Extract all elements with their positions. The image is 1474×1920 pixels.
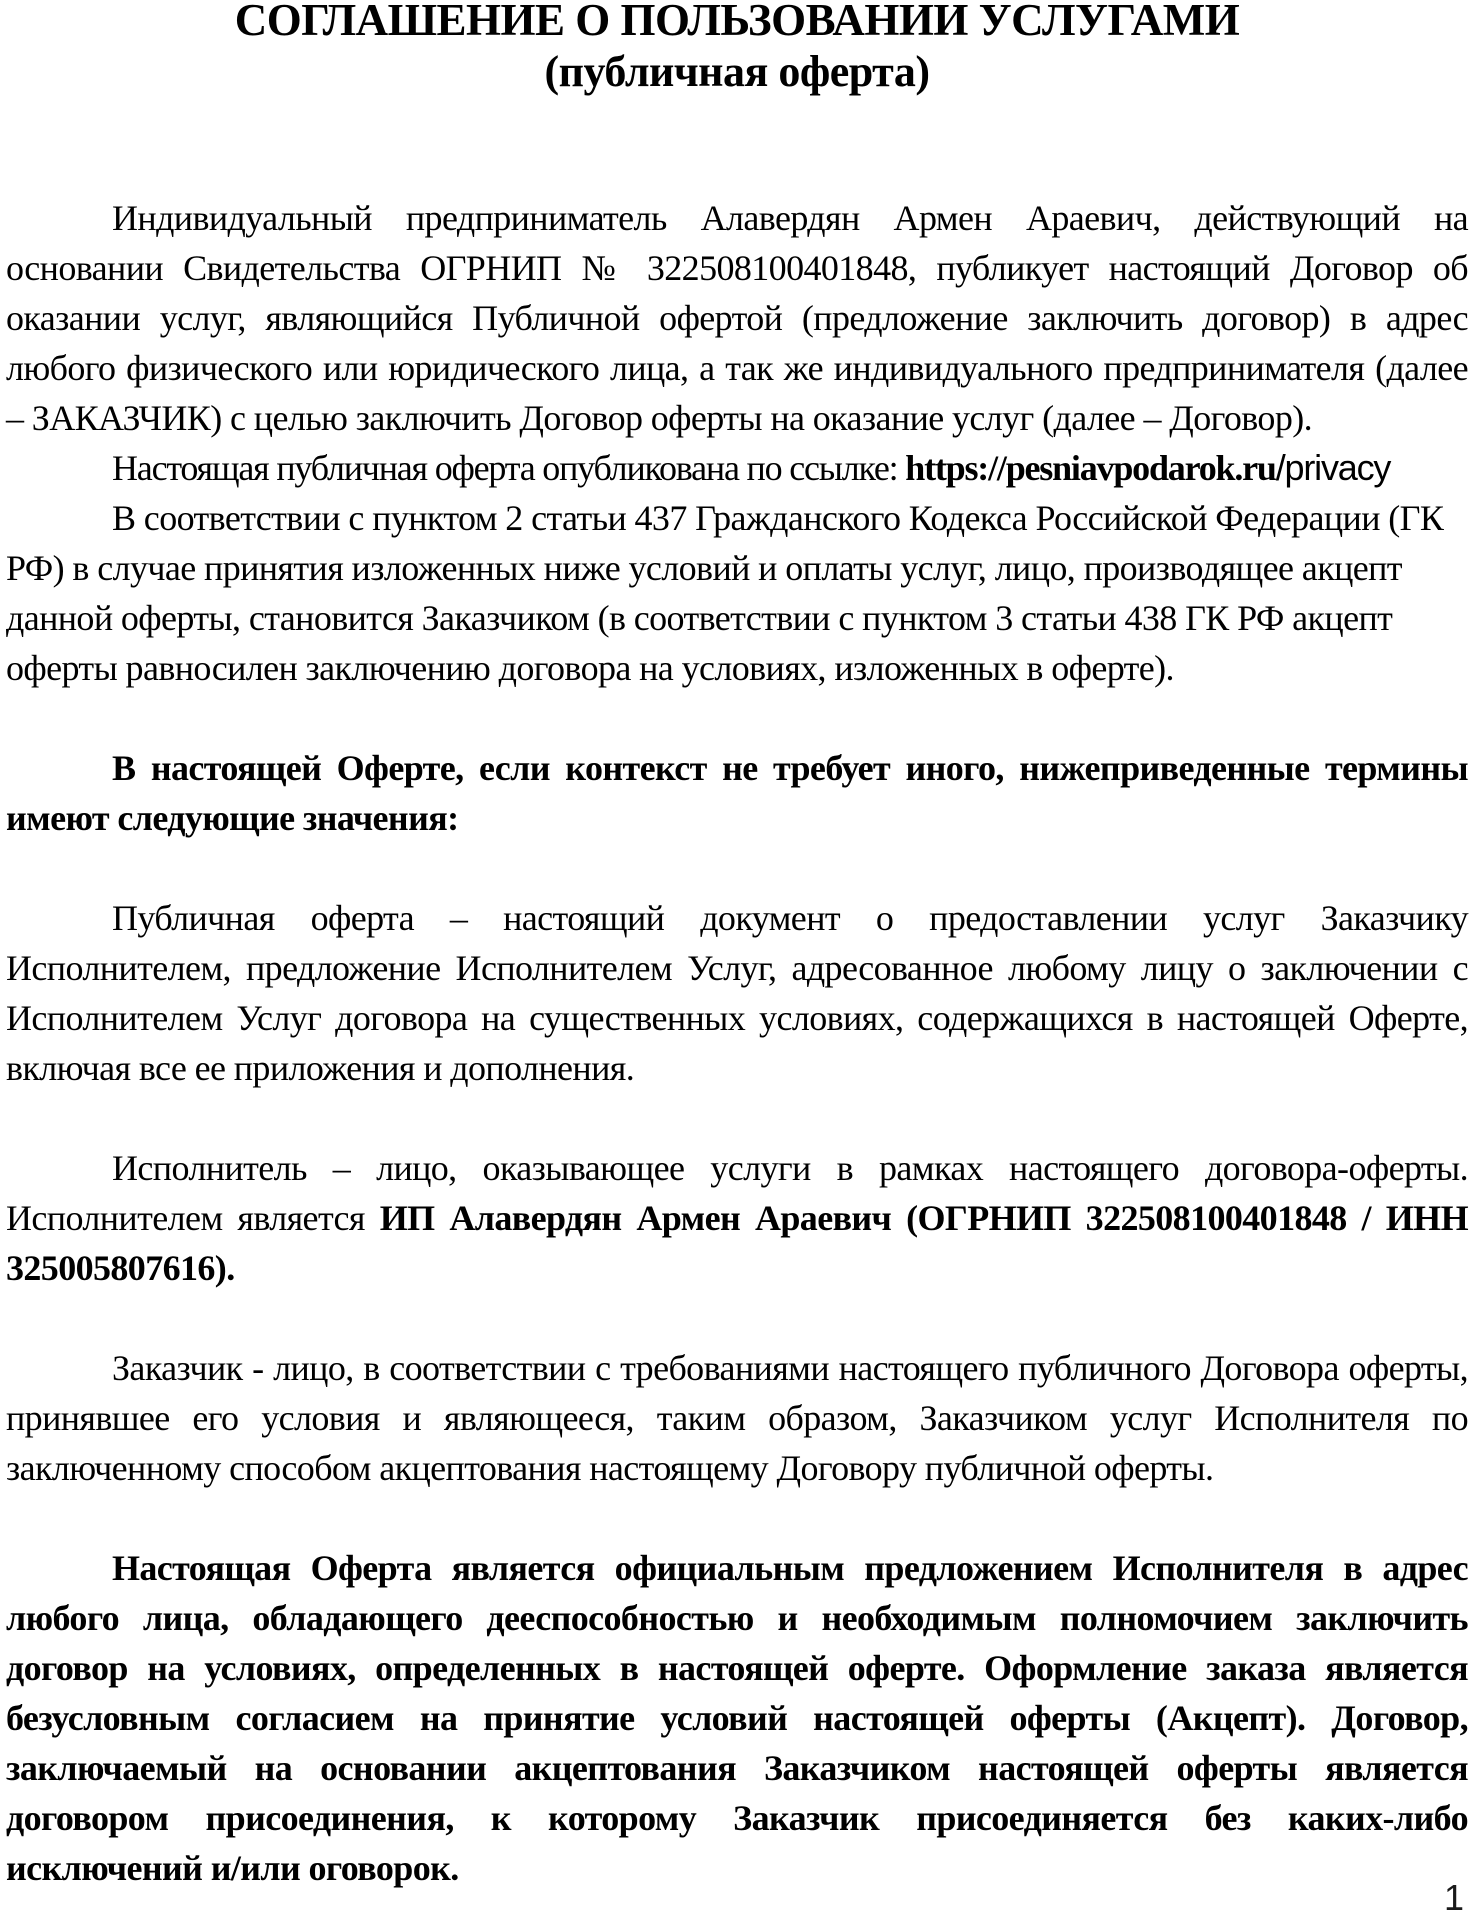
offer-link-prefix: Настоящая публичная оферта опубликована по ссылке: [112, 448, 906, 488]
paragraph-customer-definition: Заказчик - лицо, в соответствии с требованиями настоящего публичного Договора оферты, принявшее его условия и являющееся, таким образом, Заказчиком услуг Исполнителя по заключенному способом акцептования настоящему Договору публичной оферты. [6, 1348, 1468, 1488]
document-subtitle: (публичная оферта) [544, 47, 930, 96]
paragraph-offer-link [6, 443, 1468, 493]
offer-url-suffix: /privacy [1275, 447, 1391, 488]
page-number: 1 [1443, 1877, 1464, 1918]
paragraph-terms-heading: В настоящей Оферте, если контекст не требует иного, нижеприведенные термины имеют следующие значения: [6, 748, 1468, 838]
offer-url-link[interactable]: https://pesniavpodarok.ru [905, 448, 1276, 488]
paragraph-executor-definition [6, 1143, 1468, 1293]
document-title: СОГЛАШЕНИЕ О ПОЛЬЗОВАНИИ УСЛУГАМИ [234, 0, 1240, 45]
paragraph-intro: Индивидуальный предприниматель Алавердян Армен Араевич, действующий на основании Свидетельства ОГРНИП № 322508100401848, публикует настоящий Договор об оказании услуг, являющийся Публичной офертой (предложение заключить договор) в адрес любого физического или юридического лица, а так же индивидуального предпринимателя (далее – ЗАКАЗЧИК) с целью заключить Договор оферты на оказание услуг (далее – Договор). [6, 198, 1468, 438]
paragraph-gk-rf: В соответствии с пунктом 2 статьи 437 Гражданского Кодекса Российской Федерации (ГК РФ) в случае принятия изложенных ниже условий и оплаты услуг, лицо, производящее акцепт данной оферты, становится Заказчиком (в соответствии с пунктом 3 статьи 438 ГК РФ акцепт оферты равносилен заключению договора на условиях, изложенных в оферте). [6, 498, 1444, 688]
paragraph-public-offer-definition: Публичная оферта – настоящий документ о предоставлении услуг Заказчику Исполнителем, предложение Исполнителем Услуг, адресованное любому лицу о заключении с Исполнителем Услуг договора на существенных условиях, содержащихся в настоящей Оферте, включая все ее приложения и дополнения. [6, 898, 1468, 1088]
executor-definition-bold: ИП Алавердян Армен Араевич (ОГРНИП 322508100401848 / ИНН 325005807616). [6, 1198, 1468, 1288]
paragraph-acceptance: Настоящая Оферта является официальным предложением Исполнителя в адрес любого лица, обладающего дееспособностью и необходимым полномочием заключить договор на условиях, определенных в настоящей оферте. Оформление заказа является безусловным согласием на принятие условий настоящей оферты (Акцепт). Договор, заключаемый на основании акцептования Заказчиком настоящей оферты является договором присоединения, к которому Заказчик присоединяется без каких-либо исключений и/или оговорок. [6, 1548, 1468, 1888]
executor-definition-prefix: Исполнитель – лицо, оказывающее услуги в рамках настоящего договора-оферты. Исполнителем является [6, 1148, 1468, 1238]
